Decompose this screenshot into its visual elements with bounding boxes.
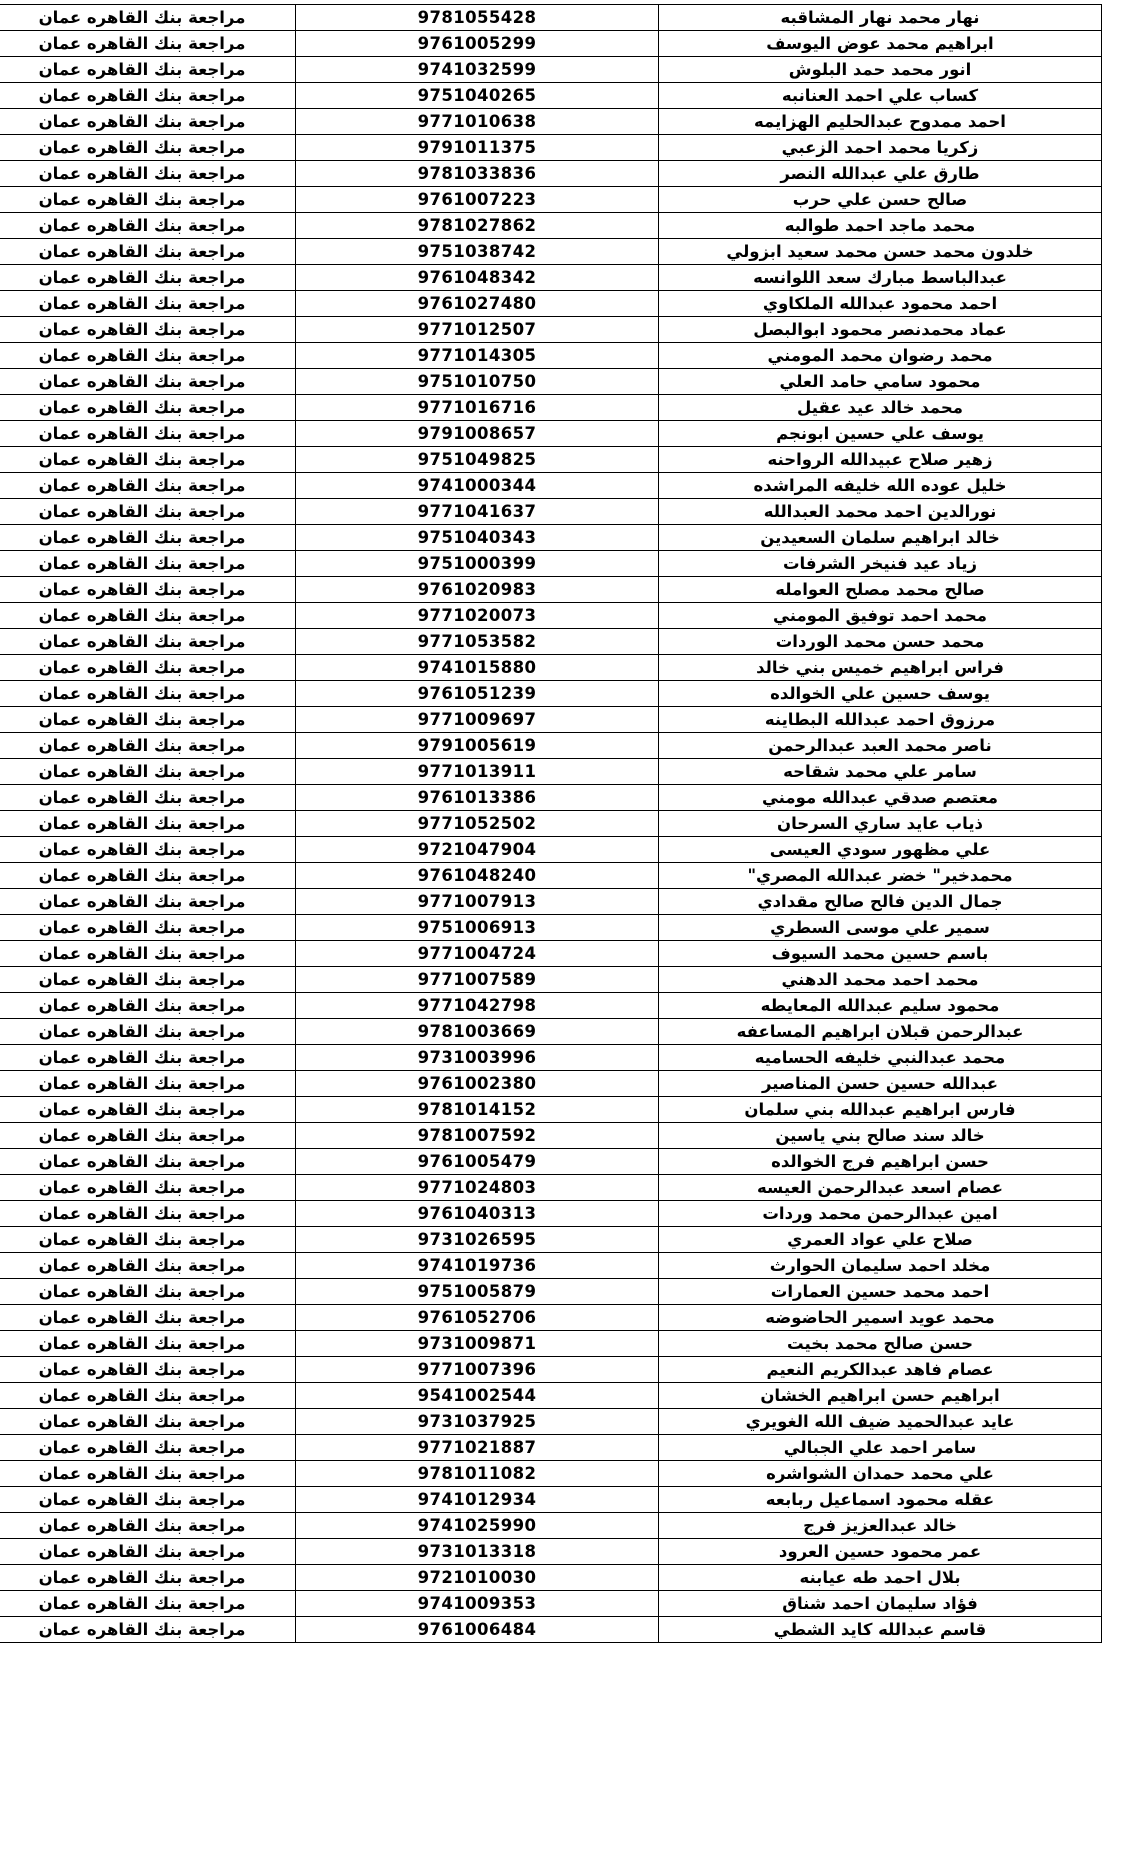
cell-name: سامر علي محمد شقاحه <box>659 759 1102 785</box>
cell-branch: مراجعة بنك القاهره عمان <box>0 343 296 369</box>
table-row <box>0 1149 1102 1175</box>
cell-branch: مراجعة بنك القاهره عمان <box>0 369 296 395</box>
cell-name: محمد حسن محمد الوردات <box>659 629 1102 655</box>
table-row <box>0 1435 1102 1461</box>
cell-name: عبدالباسط مبارك سعد اللوانسه <box>659 265 1102 291</box>
cell-number: 9721010030 <box>296 1565 659 1591</box>
cell-number: 9771016716 <box>296 395 659 421</box>
cell-number: 9731026595 <box>296 1227 659 1253</box>
cell-branch: مراجعة بنك القاهره عمان <box>0 447 296 473</box>
cell-number: 9771004724 <box>296 941 659 967</box>
cell-number: 9741015880 <box>296 655 659 681</box>
cell-branch: مراجعة بنك القاهره عمان <box>0 1071 296 1097</box>
cell-name: زهير صلاح عبيدالله الرواحنه <box>659 447 1102 473</box>
cell-number: 9781033836 <box>296 161 659 187</box>
cell-name: عصام اسعد عبدالرحمن العيسه <box>659 1175 1102 1201</box>
cell-name: عبدالرحمن قبلان ابراهيم المساعفه <box>659 1019 1102 1045</box>
cell-name: سامر احمد علي الجبالي <box>659 1435 1102 1461</box>
table-row <box>0 369 1102 395</box>
cell-name: محمد رضوان محمد المومني <box>659 343 1102 369</box>
cell-name: محمود سامي حامد العلي <box>659 369 1102 395</box>
cell-branch: مراجعة بنك القاهره عمان <box>0 213 296 239</box>
table-row <box>0 993 1102 1019</box>
table-row <box>0 265 1102 291</box>
cell-branch: مراجعة بنك القاهره عمان <box>0 1487 296 1513</box>
cell-branch: مراجعة بنك القاهره عمان <box>0 1565 296 1591</box>
cell-branch: مراجعة بنك القاهره عمان <box>0 759 296 785</box>
cell-branch: مراجعة بنك القاهره عمان <box>0 239 296 265</box>
table-row <box>0 603 1102 629</box>
cell-name: خالد سند صالح بني ياسين <box>659 1123 1102 1149</box>
cell-name: ابراهيم محمد عوض اليوسف <box>659 31 1102 57</box>
cell-branch: مراجعة بنك القاهره عمان <box>0 993 296 1019</box>
table-row <box>0 395 1102 421</box>
cell-name: عماد محمدنصر محمود ابوالبصل <box>659 317 1102 343</box>
cell-branch: مراجعة بنك القاهره عمان <box>0 1149 296 1175</box>
cell-number: 9771010638 <box>296 109 659 135</box>
cell-number: 9771009697 <box>296 707 659 733</box>
table-row <box>0 1175 1102 1201</box>
table-row <box>0 1201 1102 1227</box>
cell-branch: مراجعة بنك القاهره عمان <box>0 109 296 135</box>
cell-number: 9781055428 <box>296 5 659 31</box>
cell-name: عصام فاهد عبدالكريم النعيم <box>659 1357 1102 1383</box>
cell-branch: مراجعة بنك القاهره عمان <box>0 499 296 525</box>
cell-branch: مراجعة بنك القاهره عمان <box>0 1331 296 1357</box>
cell-number: 9771041637 <box>296 499 659 525</box>
cell-number: 9761002380 <box>296 1071 659 1097</box>
cell-name: قاسم عبدالله كايد الشطي <box>659 1617 1102 1643</box>
table-row <box>0 1565 1102 1591</box>
cell-name: مخلد احمد سليمان الحوارث <box>659 1253 1102 1279</box>
records-table-body <box>0 5 1102 1643</box>
cell-name: محمد عويد اسمير الحاضوضه <box>659 1305 1102 1331</box>
table-row <box>0 1227 1102 1253</box>
table-row <box>0 187 1102 213</box>
cell-branch: مراجعة بنك القاهره عمان <box>0 1201 296 1227</box>
cell-number: 9771052502 <box>296 811 659 837</box>
table-row <box>0 967 1102 993</box>
cell-branch: مراجعة بنك القاهره عمان <box>0 603 296 629</box>
table-row <box>0 889 1102 915</box>
cell-name: عايد عبدالحميد ضيف الله الغويري <box>659 1409 1102 1435</box>
records-table <box>0 4 1102 1643</box>
cell-branch: مراجعة بنك القاهره عمان <box>0 1591 296 1617</box>
cell-number: 9771013911 <box>296 759 659 785</box>
cell-name: فؤاد سليمان احمد شناق <box>659 1591 1102 1617</box>
cell-branch: مراجعة بنك القاهره عمان <box>0 707 296 733</box>
cell-branch: مراجعة بنك القاهره عمان <box>0 1357 296 1383</box>
cell-branch: مراجعة بنك القاهره عمان <box>0 811 296 837</box>
table-row <box>0 499 1102 525</box>
cell-name: انور محمد حمد البلوش <box>659 57 1102 83</box>
cell-branch: مراجعة بنك القاهره عمان <box>0 1123 296 1149</box>
table-row <box>0 1045 1102 1071</box>
table-row <box>0 941 1102 967</box>
cell-name: عقله محمود اسماعيل ربابعه <box>659 1487 1102 1513</box>
cell-number: 9761007223 <box>296 187 659 213</box>
cell-name: فراس ابراهيم خميس بني خالد <box>659 655 1102 681</box>
cell-number: 9761006484 <box>296 1617 659 1643</box>
cell-branch: مراجعة بنك القاهره عمان <box>0 265 296 291</box>
cell-number: 9781011082 <box>296 1461 659 1487</box>
cell-name: محمد ماجد احمد طوالبه <box>659 213 1102 239</box>
table-row <box>0 629 1102 655</box>
cell-number: 9771007589 <box>296 967 659 993</box>
cell-number: 9751038742 <box>296 239 659 265</box>
cell-branch: مراجعة بنك القاهره عمان <box>0 577 296 603</box>
cell-number: 9741012934 <box>296 1487 659 1513</box>
cell-branch: مراجعة بنك القاهره عمان <box>0 889 296 915</box>
cell-name: احمد محمد حسين العمارات <box>659 1279 1102 1305</box>
cell-branch: مراجعة بنك القاهره عمان <box>0 1617 296 1643</box>
cell-number: 9761013386 <box>296 785 659 811</box>
cell-number: 9761048342 <box>296 265 659 291</box>
table-row <box>0 915 1102 941</box>
cell-branch: مراجعة بنك القاهره عمان <box>0 291 296 317</box>
table-row <box>0 1383 1102 1409</box>
table-row <box>0 473 1102 499</box>
cell-branch: مراجعة بنك القاهره عمان <box>0 1019 296 1045</box>
cell-branch: مراجعة بنك القاهره عمان <box>0 395 296 421</box>
cell-branch: مراجعة بنك القاهره عمان <box>0 83 296 109</box>
cell-number: 9771024803 <box>296 1175 659 1201</box>
cell-branch: مراجعة بنك القاهره عمان <box>0 681 296 707</box>
cell-branch: مراجعة بنك القاهره عمان <box>0 135 296 161</box>
cell-branch: مراجعة بنك القاهره عمان <box>0 1045 296 1071</box>
cell-number: 9791011375 <box>296 135 659 161</box>
cell-number: 9731003996 <box>296 1045 659 1071</box>
cell-number: 9771014305 <box>296 343 659 369</box>
cell-name: عمر محمود حسين العرود <box>659 1539 1102 1565</box>
cell-name: طارق علي عبدالله النصر <box>659 161 1102 187</box>
cell-branch: مراجعة بنك القاهره عمان <box>0 629 296 655</box>
cell-number: 9741000344 <box>296 473 659 499</box>
cell-branch: مراجعة بنك القاهره عمان <box>0 733 296 759</box>
cell-name: علي محمد حمدان الشواشره <box>659 1461 1102 1487</box>
cell-number: 9791008657 <box>296 421 659 447</box>
cell-branch: مراجعة بنك القاهره عمان <box>0 837 296 863</box>
cell-branch: مراجعة بنك القاهره عمان <box>0 1539 296 1565</box>
table-row <box>0 681 1102 707</box>
cell-number: 9741025990 <box>296 1513 659 1539</box>
cell-name: خالد عبدالعزيز فرج <box>659 1513 1102 1539</box>
cell-name: محمد احمد محمد الدهني <box>659 967 1102 993</box>
cell-number: 9751040343 <box>296 525 659 551</box>
cell-number: 9771053582 <box>296 629 659 655</box>
table-row <box>0 1279 1102 1305</box>
table-row <box>0 1305 1102 1331</box>
cell-branch: مراجعة بنك القاهره عمان <box>0 551 296 577</box>
cell-name: يوسف حسين علي الخوالده <box>659 681 1102 707</box>
cell-number: 9741032599 <box>296 57 659 83</box>
cell-number: 9731037925 <box>296 1409 659 1435</box>
cell-name: كساب علي احمد العنانبه <box>659 83 1102 109</box>
table-row <box>0 837 1102 863</box>
cell-number: 9761020983 <box>296 577 659 603</box>
table-row <box>0 577 1102 603</box>
cell-number: 9731013318 <box>296 1539 659 1565</box>
table-row <box>0 1487 1102 1513</box>
cell-name: حسن صالح محمد بخيت <box>659 1331 1102 1357</box>
cell-number: 9741019736 <box>296 1253 659 1279</box>
table-row <box>0 343 1102 369</box>
cell-branch: مراجعة بنك القاهره عمان <box>0 5 296 31</box>
cell-branch: مراجعة بنك القاهره عمان <box>0 187 296 213</box>
cell-name: زكريا محمد احمد الزعبي <box>659 135 1102 161</box>
cell-number: 9761027480 <box>296 291 659 317</box>
cell-name: معتصم صدقي عبدالله مومني <box>659 785 1102 811</box>
table-row <box>0 447 1102 473</box>
table-row <box>0 5 1102 31</box>
cell-branch: مراجعة بنك القاهره عمان <box>0 967 296 993</box>
cell-branch: مراجعة بنك القاهره عمان <box>0 1279 296 1305</box>
table-row <box>0 707 1102 733</box>
table-row <box>0 733 1102 759</box>
cell-name: محمد احمد توفيق المومني <box>659 603 1102 629</box>
cell-number: 9761048240 <box>296 863 659 889</box>
cell-name: نهار محمد نهار المشاقبه <box>659 5 1102 31</box>
cell-number: 9781007592 <box>296 1123 659 1149</box>
cell-number: 9541002544 <box>296 1383 659 1409</box>
cell-branch: مراجعة بنك القاهره عمان <box>0 863 296 889</box>
table-row <box>0 161 1102 187</box>
cell-name: احمد ممدوح عبدالحليم الهزايمه <box>659 109 1102 135</box>
cell-branch: مراجعة بنك القاهره عمان <box>0 1227 296 1253</box>
cell-name: علي مظهور سودي العيسى <box>659 837 1102 863</box>
cell-name: احمد محمود عبدالله الملكاوي <box>659 291 1102 317</box>
table-row <box>0 551 1102 577</box>
table-row <box>0 31 1102 57</box>
cell-number: 9761005299 <box>296 31 659 57</box>
table-row <box>0 213 1102 239</box>
table-row <box>0 1071 1102 1097</box>
cell-name: بلال احمد طه عيابنه <box>659 1565 1102 1591</box>
cell-number: 9751005879 <box>296 1279 659 1305</box>
table-row <box>0 135 1102 161</box>
cell-branch: مراجعة بنك القاهره عمان <box>0 1097 296 1123</box>
cell-number: 9731009871 <box>296 1331 659 1357</box>
cell-name: نورالدين احمد محمد العبدالله <box>659 499 1102 525</box>
cell-number: 9771042798 <box>296 993 659 1019</box>
cell-name: مرزوق احمد عبدالله البطاينه <box>659 707 1102 733</box>
table-row <box>0 655 1102 681</box>
cell-number: 9781014152 <box>296 1097 659 1123</box>
cell-branch: مراجعة بنك القاهره عمان <box>0 1175 296 1201</box>
cell-name: ذياب عايد ساري السرحان <box>659 811 1102 837</box>
cell-name: محمدخير" خضر عبدالله المصري" <box>659 863 1102 889</box>
cell-number: 9761051239 <box>296 681 659 707</box>
cell-number: 9771007913 <box>296 889 659 915</box>
cell-number: 9751000399 <box>296 551 659 577</box>
table-row <box>0 317 1102 343</box>
cell-name: محمد عبدالنبي خليفه الحساميه <box>659 1045 1102 1071</box>
table-row <box>0 525 1102 551</box>
table-row <box>0 83 1102 109</box>
table-row <box>0 109 1102 135</box>
cell-branch: مراجعة بنك القاهره عمان <box>0 655 296 681</box>
cell-number: 9771007396 <box>296 1357 659 1383</box>
table-row <box>0 1357 1102 1383</box>
cell-number: 9751010750 <box>296 369 659 395</box>
table-row <box>0 1513 1102 1539</box>
cell-name: خلدون محمد حسن محمد سعيد ابزولي <box>659 239 1102 265</box>
cell-number: 9771020073 <box>296 603 659 629</box>
cell-name: صالح حسن علي حرب <box>659 187 1102 213</box>
table-row <box>0 291 1102 317</box>
cell-name: صالح محمد مصلح العوامله <box>659 577 1102 603</box>
cell-branch: مراجعة بنك القاهره عمان <box>0 1461 296 1487</box>
table-row <box>0 1331 1102 1357</box>
cell-number: 9771021887 <box>296 1435 659 1461</box>
cell-branch: مراجعة بنك القاهره عمان <box>0 1253 296 1279</box>
cell-branch: مراجعة بنك القاهره عمان <box>0 941 296 967</box>
cell-number: 9761040313 <box>296 1201 659 1227</box>
cell-branch: مراجعة بنك القاهره عمان <box>0 161 296 187</box>
table-row <box>0 1253 1102 1279</box>
cell-name: باسم حسين محمد السيوف <box>659 941 1102 967</box>
cell-number: 9751040265 <box>296 83 659 109</box>
cell-branch: مراجعة بنك القاهره عمان <box>0 421 296 447</box>
cell-name: زياد عيد فنيخر الشرفات <box>659 551 1102 577</box>
cell-branch: مراجعة بنك القاهره عمان <box>0 915 296 941</box>
table-row <box>0 1097 1102 1123</box>
table-row <box>0 1019 1102 1045</box>
cell-name: امين عبدالرحمن محمد وردات <box>659 1201 1102 1227</box>
table-row <box>0 1539 1102 1565</box>
table-row <box>0 421 1102 447</box>
cell-branch: مراجعة بنك القاهره عمان <box>0 1305 296 1331</box>
cell-name: جمال الدين فالح صالح مقدادي <box>659 889 1102 915</box>
cell-number: 9791005619 <box>296 733 659 759</box>
cell-branch: مراجعة بنك القاهره عمان <box>0 317 296 343</box>
cell-number: 9751006913 <box>296 915 659 941</box>
table-row <box>0 785 1102 811</box>
cell-branch: مراجعة بنك القاهره عمان <box>0 1383 296 1409</box>
cell-branch: مراجعة بنك القاهره عمان <box>0 525 296 551</box>
cell-number: 9781003669 <box>296 1019 659 1045</box>
table-row <box>0 1123 1102 1149</box>
cell-name: محمد خالد عيد عقيل <box>659 395 1102 421</box>
cell-name: عبدالله حسين حسن المناصير <box>659 1071 1102 1097</box>
cell-branch: مراجعة بنك القاهره عمان <box>0 785 296 811</box>
cell-name: ناصر محمد العبد عبدالرحمن <box>659 733 1102 759</box>
cell-number: 9721047904 <box>296 837 659 863</box>
table-row <box>0 239 1102 265</box>
cell-branch: مراجعة بنك القاهره عمان <box>0 1435 296 1461</box>
table-row <box>0 57 1102 83</box>
cell-name: حسن ابراهيم فرج الخوالده <box>659 1149 1102 1175</box>
cell-branch: مراجعة بنك القاهره عمان <box>0 31 296 57</box>
cell-name: يوسف علي حسين ابونجم <box>659 421 1102 447</box>
cell-name: صلاح علي عواد العمري <box>659 1227 1102 1253</box>
cell-number: 9761005479 <box>296 1149 659 1175</box>
cell-number: 9761052706 <box>296 1305 659 1331</box>
cell-number: 9781027862 <box>296 213 659 239</box>
cell-name: سمير علي موسى السطري <box>659 915 1102 941</box>
cell-number: 9771012507 <box>296 317 659 343</box>
cell-branch: مراجعة بنك القاهره عمان <box>0 57 296 83</box>
cell-name: محمود سليم عبدالله المعايطه <box>659 993 1102 1019</box>
cell-name: خليل عوده الله خليفه المراشده <box>659 473 1102 499</box>
cell-name: ابراهيم حسن ابراهيم الخشان <box>659 1383 1102 1409</box>
cell-name: فارس ابراهيم عبدالله بني سلمان <box>659 1097 1102 1123</box>
table-row <box>0 1617 1102 1643</box>
table-row <box>0 811 1102 837</box>
cell-branch: مراجعة بنك القاهره عمان <box>0 1513 296 1539</box>
table-row <box>0 1591 1102 1617</box>
cell-branch: مراجعة بنك القاهره عمان <box>0 1409 296 1435</box>
table-row <box>0 1461 1102 1487</box>
cell-name: خالد ابراهيم سلمان السعيدين <box>659 525 1102 551</box>
table-row <box>0 759 1102 785</box>
cell-number: 9741009353 <box>296 1591 659 1617</box>
table-row <box>0 863 1102 889</box>
table-row <box>0 1409 1102 1435</box>
cell-number: 9751049825 <box>296 447 659 473</box>
cell-branch: مراجعة بنك القاهره عمان <box>0 473 296 499</box>
